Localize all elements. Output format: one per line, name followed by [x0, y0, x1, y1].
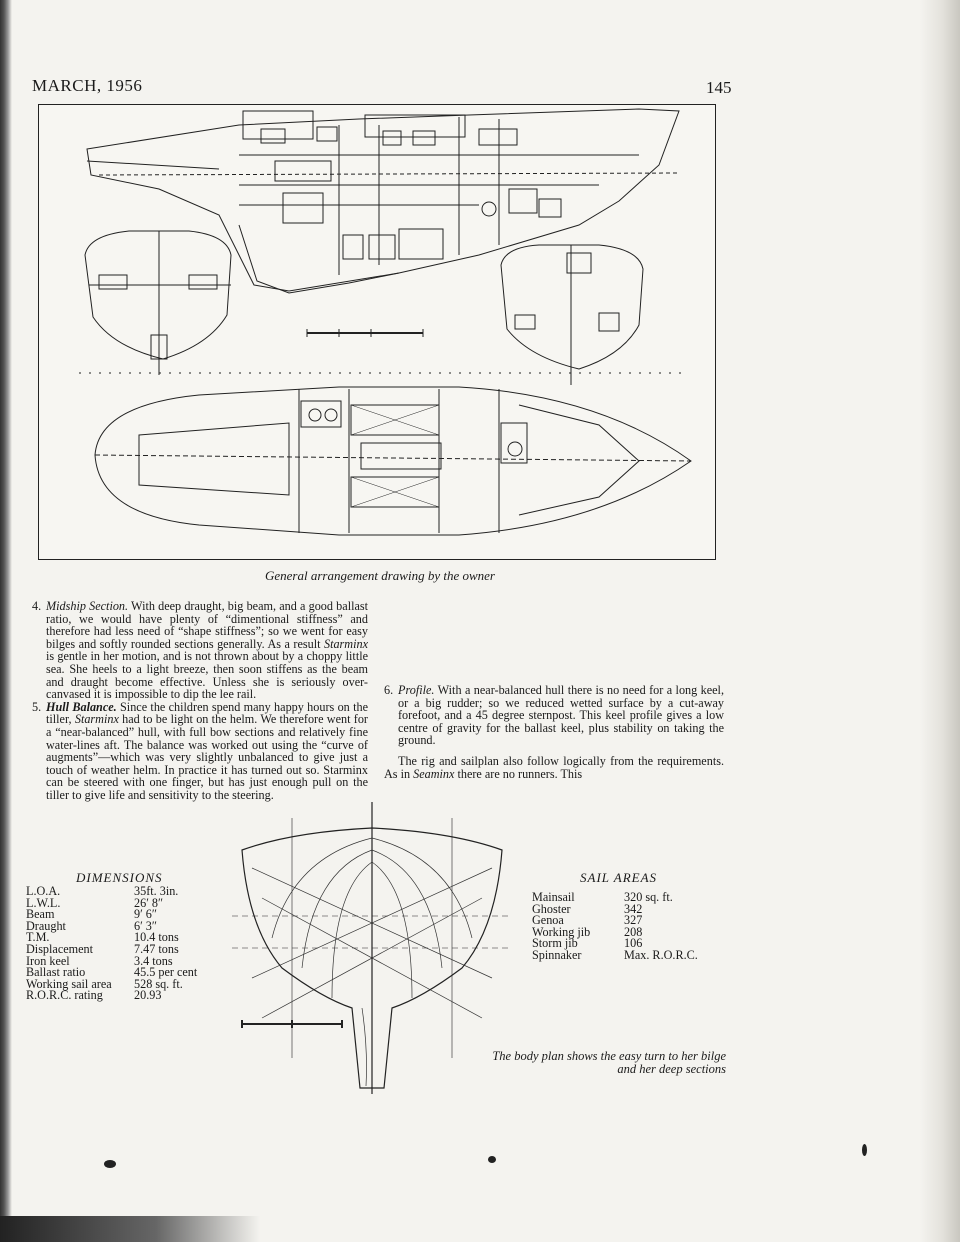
item-heading: Profile.: [398, 683, 435, 697]
closing-text-cont: there are no runners. This: [454, 766, 583, 781]
dimension-row-value: 26′ 8″: [134, 895, 164, 910]
item-body: Since the children spend many happy hours on the tiller,: [46, 699, 368, 727]
scan-edge-right: [920, 0, 960, 1242]
article-item-6: [384, 684, 724, 747]
figure-caption: General arrangement drawing by the owner: [264, 568, 495, 583]
sail-area-row: [532, 947, 698, 962]
dimension-row-label: T.M.: [26, 930, 50, 945]
dimension-row-value: 10.4 tons: [134, 930, 179, 945]
sail-area-row-label: Mainsail: [532, 890, 575, 904]
item-number: 6.: [384, 683, 394, 697]
dimension-row-value: 20.93: [134, 988, 162, 1003]
article-item-4: [32, 600, 368, 701]
dimension-row-label: Draught: [26, 918, 66, 933]
article-item-5: [32, 701, 368, 802]
item-body-cont: had to be light on the helm. We therefore went for a “near-balanced” hull, with full bow sections and relatively fine water-lines aft. The balance was worked out using the “curve of augments”—which was very slightly unbalanced to give just a touch of weather helm. In practice it has turned out so. Starminx can be steered with one finger, but has just enough pull on the tiller to give life and sensitivity to the steering.: [46, 712, 368, 802]
scan-edge-bottom: [0, 1216, 260, 1242]
closing-text: The rig and sailplan also follow logically from the requirements. As in: [384, 753, 724, 781]
body-plan-caption: The body plan shows the easy turn to her bilge and her deep sections: [492, 1049, 726, 1076]
item-body: With deep draught, big beam, and a good ballast ratio, we would have plenty of “dimentional stiffness” and therefore had less need of “shape stiffness”; so we went for easy bilges and softly rounded sections generally. As a result: [46, 599, 369, 651]
dimension-row-value: 7.47 tons: [134, 941, 179, 956]
dimension-row-value: 45.5 per cent: [134, 965, 198, 980]
dimension-row-label: Displacement: [26, 941, 94, 956]
body-plan-drawing: [232, 798, 512, 1098]
article-column-left: [32, 600, 368, 802]
dimensions-title: DIMENSIONS: [76, 870, 163, 885]
boat-name: Starminx: [323, 636, 368, 651]
boat-name: Seaminx: [413, 766, 455, 781]
sail-area-row-label: Ghoster: [532, 901, 571, 916]
dimension-row-label: L.W.L.: [26, 895, 61, 910]
sail-area-row-label: Genoa: [532, 913, 564, 928]
sail-area-row-label: Working jib: [532, 924, 591, 939]
sail-area-row-value: 208: [624, 924, 643, 939]
item-text: [46, 701, 368, 802]
sail-areas-title: SAIL AREAS: [580, 870, 658, 885]
scan-speck: [104, 1160, 116, 1168]
item-number: 4.: [32, 599, 42, 613]
dimension-row-label: Working sail area: [26, 976, 112, 991]
article-column-right: [384, 600, 724, 786]
sail-area-row-value: 327: [624, 913, 643, 928]
dimension-row-value: 6′ 3″: [134, 918, 157, 933]
sail-area-row-value: 320 sq. ft.: [624, 890, 673, 904]
sail-area-row-value: 106: [624, 936, 643, 951]
item-heading: Midship Section.: [46, 599, 129, 613]
item-body-cont: is gentle in her motion, and is not thrown about by a choppy little sea. She heels to a light breeze, then soon stiffens as the beam and draught become effective. Unless she is seriously over-canvased it is impossible to dip the lee rail.: [46, 649, 368, 702]
page-number: 145: [706, 78, 732, 97]
item-text: [46, 600, 368, 701]
dimension-row-label: Iron keel: [26, 953, 70, 968]
header-date: MARCH, 1956: [32, 76, 143, 95]
general-arrangement-drawing: [38, 104, 716, 560]
dimension-row-value: 9′ 6″: [134, 907, 157, 922]
arrangement-svg: [39, 105, 715, 559]
item-body: With a near-balanced hull there is no need for a long keel, or a big rudder; so we reduced wetted surface by a cut-away forefoot, and a 45 degree sternpost. This keel profile gives a low centre of gravity for the ballast keel, plus stability on taking the ground.: [398, 683, 724, 748]
sail-areas-table: [532, 892, 698, 962]
dimension-row-label: Ballast ratio: [26, 965, 86, 980]
scan-speck: [488, 1156, 496, 1163]
dimension-row: [26, 990, 197, 1002]
sail-area-row-label: Storm jib: [532, 936, 578, 951]
item-text: [398, 684, 724, 747]
dimension-row-label: Beam: [26, 907, 55, 922]
dimension-row-value: 528 sq. ft.: [134, 976, 183, 991]
dimension-row-label: L.O.A.: [26, 884, 61, 898]
scan-edge-left: [0, 0, 12, 1242]
hull-plan: [95, 387, 691, 535]
item-heading: Hull Balance.: [46, 699, 117, 714]
scan-speck: [862, 1144, 867, 1156]
sail-area-row-value: 342: [624, 901, 643, 916]
section-left: [85, 231, 231, 359]
boat-name: Starminx: [74, 712, 119, 727]
dimensions-table: [26, 886, 197, 1002]
section-right: [501, 245, 643, 369]
sail-area-row-value: Max. R.O.R.C.: [624, 947, 698, 962]
sail-area-row-label: Spinnaker: [532, 947, 582, 962]
closing-paragraph: [384, 755, 724, 780]
dimension-row-label: R.O.R.C. rating: [26, 988, 103, 1003]
dimension-row-value: 3.4 tons: [134, 953, 173, 968]
item-number: 5.: [32, 699, 42, 714]
dimension-row-value: 35ft. 3in.: [134, 884, 179, 898]
